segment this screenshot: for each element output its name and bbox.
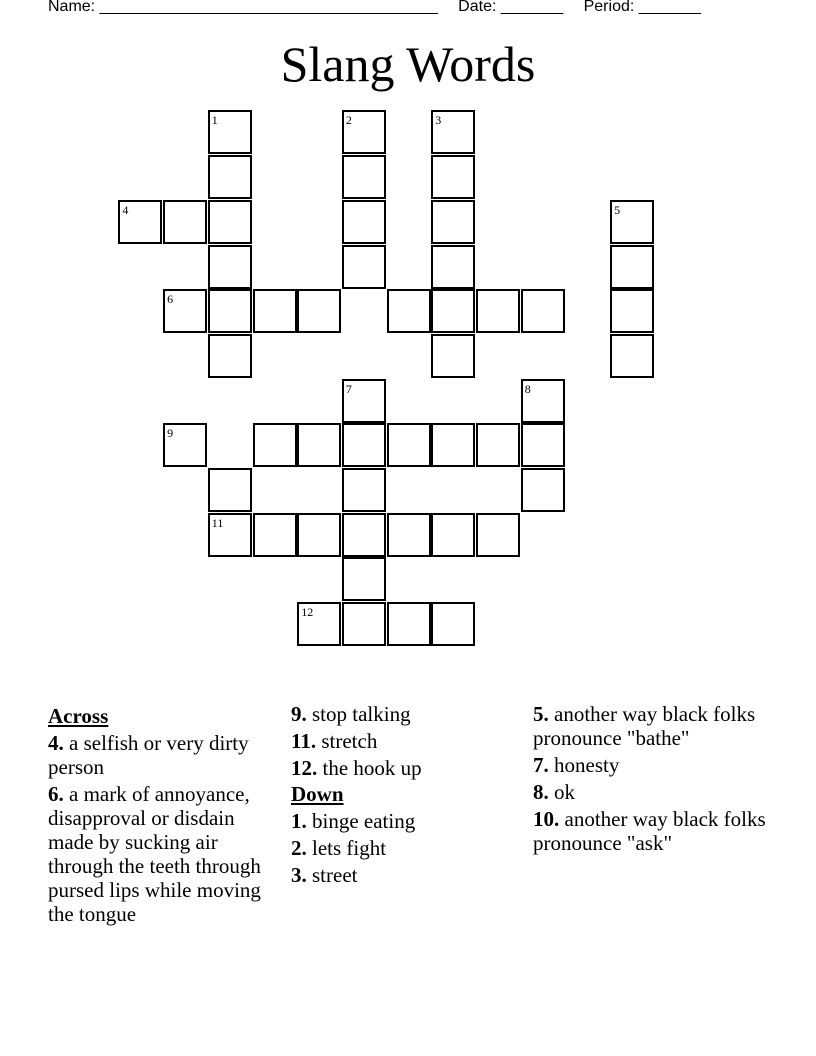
grid-cell[interactable] — [253, 423, 297, 467]
grid-cell[interactable] — [431, 334, 475, 378]
grid-cell[interactable] — [342, 513, 386, 557]
clue-number: 12. — [291, 756, 318, 780]
clue-across-4 — [48, 731, 284, 779]
clue-text: lets fight — [312, 836, 387, 860]
grid-cell[interactable] — [342, 602, 386, 646]
clue-number: 5. — [533, 702, 549, 726]
clue-number-label: 3 — [435, 113, 442, 128]
clue-number-label: 7 — [345, 381, 352, 396]
clue-text: the hook up — [322, 756, 422, 780]
grid-cell[interactable] — [521, 289, 565, 333]
clue-text: honesty — [554, 753, 620, 777]
grid-cell[interactable] — [431, 513, 475, 557]
grid-cell[interactable] — [208, 289, 252, 333]
clue-down-10 — [533, 807, 769, 855]
clue-down-5 — [533, 702, 769, 750]
clue-number-label: 6 — [167, 292, 174, 307]
grid-cell[interactable] — [208, 245, 252, 289]
grid-cell[interactable] — [342, 200, 386, 244]
puzzle-title: Slang Words — [280, 36, 536, 92]
grid-cell[interactable] — [342, 423, 386, 467]
grid-cell[interactable] — [431, 602, 475, 646]
clue-down-3 — [291, 863, 527, 887]
grid-cell[interactable] — [387, 289, 431, 333]
grid-cell[interactable] — [208, 110, 252, 154]
clue-text: another way black folks pronounce "ask" — [533, 807, 766, 855]
clue-text: a mark of annoyance, disapproval or disdain made by sucking air through the teeth through pursed lips while moving the tongue — [48, 782, 261, 926]
grid-cell[interactable] — [163, 289, 207, 333]
grid-cell[interactable] — [610, 334, 654, 378]
clue-number: 2. — [291, 836, 307, 860]
clue-column-3 — [533, 702, 769, 855]
grid-cell[interactable] — [297, 423, 341, 467]
clue-down-2 — [291, 836, 527, 860]
grid-cell[interactable] — [476, 513, 520, 557]
grid-cell[interactable] — [297, 602, 341, 646]
grid-cell[interactable] — [342, 155, 386, 199]
clue-across-12 — [291, 756, 527, 780]
clue-column-1 — [48, 702, 284, 926]
clue-number-label: 4 — [122, 202, 129, 217]
grid-cell[interactable] — [253, 513, 297, 557]
clue-across-11 — [291, 729, 527, 753]
grid-cell[interactable] — [610, 289, 654, 333]
clue-down-7 — [533, 753, 769, 777]
grid-cell[interactable] — [387, 423, 431, 467]
clue-number: 3. — [291, 863, 307, 887]
down-heading: Down — [291, 782, 344, 806]
date-field[interactable]: Date: _______ — [458, 0, 564, 15]
grid-cell[interactable] — [342, 468, 386, 512]
grid-cell[interactable] — [253, 289, 297, 333]
clue-across-9 — [291, 702, 527, 726]
grid-cell[interactable] — [208, 513, 252, 557]
grid-cell[interactable] — [387, 513, 431, 557]
grid-cell[interactable] — [208, 200, 252, 244]
clue-number: 8. — [533, 780, 549, 804]
clue-number: 1. — [291, 809, 307, 833]
name-field[interactable]: Name: ______________________________________ — [48, 0, 438, 15]
clue-number: 7. — [533, 753, 549, 777]
grid-cell[interactable] — [610, 200, 654, 244]
grid-cell[interactable] — [610, 245, 654, 289]
clue-number: 6. — [48, 782, 64, 806]
clue-text: another way black folks pronounce "bathe" — [533, 702, 756, 750]
clue-across-6 — [48, 782, 284, 926]
clue-number-label: 11 — [211, 515, 224, 530]
clue-text: ok — [554, 780, 575, 804]
period-field[interactable]: Period: _______ — [583, 0, 702, 15]
clue-number-label: 2 — [345, 113, 352, 128]
clue-text: street — [312, 863, 358, 887]
grid-cell[interactable] — [431, 245, 475, 289]
grid-cell[interactable] — [208, 468, 252, 512]
grid-cell[interactable] — [297, 289, 341, 333]
grid-cell[interactable] — [342, 557, 386, 601]
grid-cell[interactable] — [431, 200, 475, 244]
clue-number-label: 9 — [167, 426, 174, 441]
grid-cell[interactable] — [118, 200, 162, 244]
grid-cell[interactable] — [476, 423, 520, 467]
clue-number-label: 12 — [301, 605, 314, 620]
grid-cell[interactable] — [431, 423, 475, 467]
clue-down-8 — [533, 780, 769, 804]
grid-cell[interactable] — [163, 200, 207, 244]
grid-cell[interactable] — [342, 379, 386, 423]
clue-number-label: 8 — [524, 381, 531, 396]
clue-text: stop talking — [312, 702, 411, 726]
grid-cell[interactable] — [521, 423, 565, 467]
clue-number: 10. — [533, 807, 560, 831]
clue-text: stretch — [321, 729, 378, 753]
clue-column-2 — [291, 702, 527, 887]
grid-cell[interactable] — [521, 468, 565, 512]
grid-cell[interactable] — [431, 289, 475, 333]
grid-cell[interactable] — [297, 513, 341, 557]
clue-text: binge eating — [312, 809, 416, 833]
clue-number-label: 5 — [614, 202, 621, 217]
clue-number: 9. — [291, 702, 307, 726]
grid-cell[interactable] — [342, 110, 386, 154]
grid-cell[interactable] — [521, 379, 565, 423]
clue-number: 4. — [48, 731, 64, 755]
clue-down-1 — [291, 809, 527, 833]
grid-cell[interactable] — [431, 155, 475, 199]
grid-cell[interactable] — [208, 155, 252, 199]
grid-cell[interactable] — [208, 334, 252, 378]
grid-cell[interactable] — [476, 289, 520, 333]
grid-cell[interactable] — [342, 245, 386, 289]
clue-number: 11. — [291, 729, 317, 753]
across-heading: Across — [48, 704, 109, 728]
clue-number-label: 1 — [211, 113, 218, 128]
clue-text: a selfish or very dirty person — [48, 731, 249, 779]
grid-cell[interactable] — [387, 602, 431, 646]
grid-cell[interactable] — [431, 110, 475, 154]
grid-cell[interactable] — [163, 423, 207, 467]
